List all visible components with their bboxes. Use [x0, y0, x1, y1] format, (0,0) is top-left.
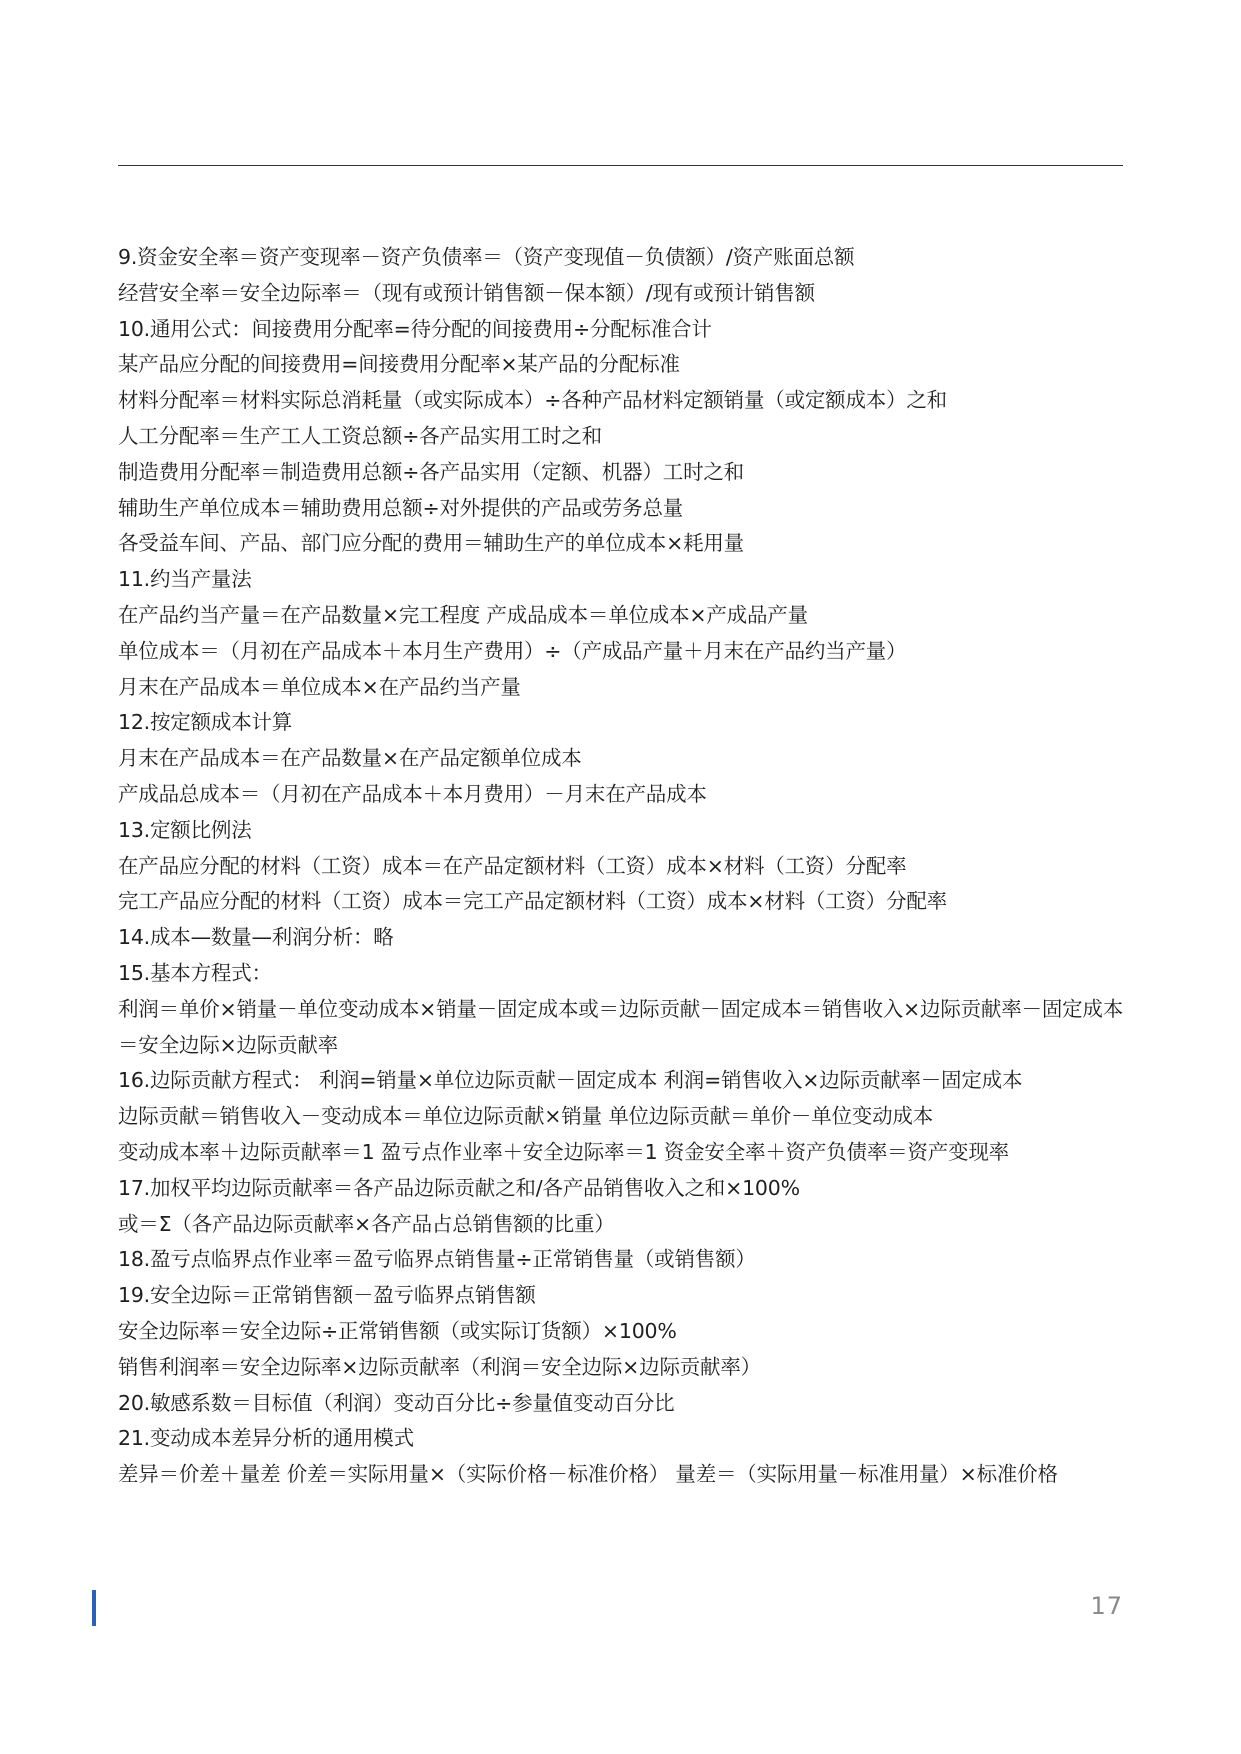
- page-number: 17: [1090, 1592, 1123, 1620]
- formula-line: 销售利润率＝安全边际率×边际贡献率（利润＝安全边际×边际贡献率）: [118, 1354, 761, 1379]
- formula-line: 18.盈亏点临界点作业率＝盈亏临界点销售量÷正常销售量（或销售额）: [118, 1247, 756, 1272]
- formula-line: 单位成本＝（月初在产品成本＋本月生产费用）÷（产成品产量＋月末在产品约当产量）: [118, 638, 907, 663]
- formula-line: 完工产品应分配的材料（工资）成本＝完工产品定额材料（工资）成本×材料（工资）分配率: [118, 889, 947, 914]
- formula-line: 变动成本率＋边际贡献率＝1 盈亏点作业率＋安全边际率＝1 资金安全率＋资产负债率＝资产变现率: [118, 1139, 1009, 1164]
- formula-line: 某产品应分配的间接费用=间接费用分配率×某产品的分配标准: [118, 352, 680, 377]
- section-heading: 15.基本方程式：: [118, 960, 272, 985]
- formula-line: 10.通用公式：间接费用分配率=待分配的间接费用÷分配标准合计: [118, 316, 712, 341]
- formula-line: 各受益车间、产品、部门应分配的费用＝辅助生产的单位成本×耗用量: [118, 531, 744, 556]
- section-heading: 21.变动成本差异分析的通用模式: [118, 1426, 414, 1451]
- formula-line: 边际贡献＝销售收入－变动成本＝单位边际贡献×销量 单位边际贡献＝单价－单位变动成本: [118, 1104, 933, 1129]
- formula-line: 19.安全边际＝正常销售额－盈亏临界点销售额: [118, 1283, 536, 1308]
- formula-line: 辅助生产单位成本＝辅助费用总额÷对外提供的产品或劳务总量: [118, 495, 684, 520]
- document-body: [118, 240, 1128, 1493]
- section-heading: 14.成本—数量—利润分析：略: [118, 925, 394, 950]
- formula-line: 材料分配率＝材料实际总消耗量（或实际成本）÷各种产品材料定额销量（或定额成本）之和: [118, 388, 947, 413]
- formula-line: 在产品应分配的材料（工资）成本＝在产品定额材料（工资）成本×材料（工资）分配率: [118, 853, 907, 878]
- header-divider: [118, 165, 1123, 166]
- formula-line: 制造费用分配率＝制造费用总额÷各产品实用（定额、机器）工时之和: [118, 459, 744, 484]
- formula-line: 9.资金安全率＝资产变现率－资产负债率＝（资产变现值－负债额）/资产账面总额: [118, 245, 855, 269]
- formula-line: 在产品约当产量＝在产品数量×完工程度 产成品成本＝单位成本×产成品产量: [118, 602, 808, 627]
- formula-line: 人工分配率＝生产工人工资总额÷各产品实用工时之和: [118, 423, 602, 448]
- formula-line: 产成品总成本＝（月初在产品成本＋本月费用）－月末在产品成本: [118, 781, 707, 806]
- formula-line: 月末在产品成本＝在产品数量×在产品定额单位成本: [118, 746, 582, 771]
- formula-line: 差异＝价差＋量差 价差＝实际用量×（实际价格－标准价格） 量差＝（实际用量－标准用量）×标准价格: [118, 1462, 1058, 1487]
- formula-line: 经营安全率＝安全边际率＝（现有或预计销售额－保本额）/现有或预计销售额: [118, 280, 815, 305]
- formula-line: 16.边际贡献方程式： 利润=销量×单位边际贡献－固定成本 利润=销售收入×边际贡献率－固定成本: [118, 1068, 1023, 1093]
- formula-line: 17.加权平均边际贡献率＝各产品边际贡献之和/各产品销售收入之和×100%: [118, 1175, 800, 1200]
- footer-accent-bar: [92, 1590, 96, 1626]
- formula-line: 月末在产品成本＝单位成本×在产品约当产量: [118, 674, 521, 699]
- formula-line: 20.敏感系数＝目标值（利润）变动百分比÷参量值变动百分比: [118, 1390, 675, 1415]
- section-heading: 11.约当产量法: [118, 567, 252, 592]
- formula-line: 安全边际率＝安全边际÷正常销售额（或实际订货额）×100%: [118, 1318, 677, 1343]
- formula-line: 或＝Σ（各产品边际贡献率×各产品占总销售额的比重）: [118, 1211, 615, 1236]
- section-heading: 12.按定额成本计算: [118, 710, 293, 735]
- formula-line: 利润＝单价×销量－单位变动成本×销量－固定成本或＝边际贡献－固定成本＝销售收入×边际贡献率－固定成本＝安全边际×边际贡献率: [118, 996, 1124, 1057]
- section-heading: 13.定额比例法: [118, 817, 252, 842]
